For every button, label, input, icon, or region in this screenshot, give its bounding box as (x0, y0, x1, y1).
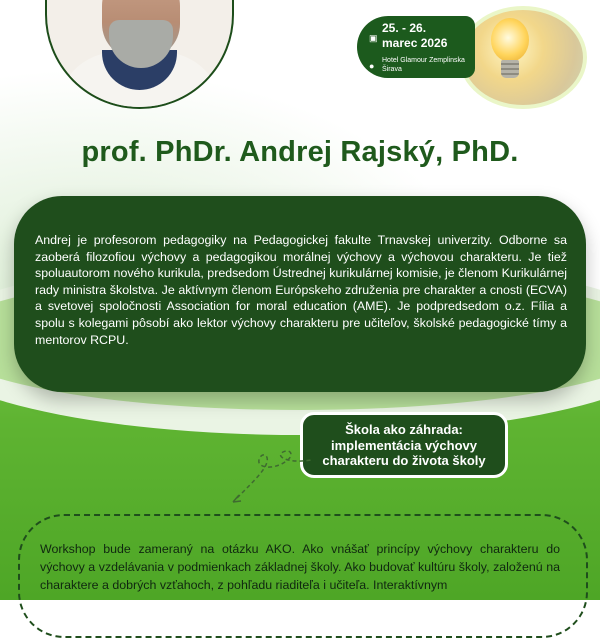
speaker-portrait (45, 0, 234, 109)
speaker-name: prof. PhDr. Andrej Rajský, PhD. (81, 136, 519, 168)
event-venue: Hotel Glamour Zemplinska Širava (382, 57, 465, 73)
lightbulb-base (501, 60, 519, 78)
decorative-dashed-loop (225, 440, 315, 505)
workshop-title: Škola ako záhrada: implementácia výchovy charakteru do života školy (322, 422, 486, 469)
lightbulb-glass (491, 18, 529, 62)
workshop-title-box (300, 412, 508, 478)
lightbulb-image (459, 6, 587, 109)
event-info-badge (357, 16, 475, 78)
event-date-line1: 25. - 26. (382, 21, 427, 35)
speaker-bio-box (14, 196, 586, 392)
workshop-description: Workshop bude zameraný na otázku AKO. Ako vnášať princípy výchovy charakteru do výchovy a vzdelávania v podmienkach základnej školy. Ako budovať kultúru školy, založenú na charaktere a dobrých vzťahoch, z pohľadu riaditeľa i učiteľa. Interaktívnym (40, 542, 560, 592)
calendar-icon: ▣ (369, 33, 378, 43)
location-pin-icon: ● (369, 61, 375, 71)
speaker-bio: Andrej je profesorom pedagogiky na Pedagogickej fakulte Trnavskej univerzity. Odborne sa zaoberá filozofiou výchovy a pedagogikou morálnej výchovy a výchovou charakteru. Je tiež spoluautorom nového kurikula, predsedom Ústrednej kurikulárnej komisie, je členom Kurikulárnej rady ministra školstva. Je aktívnym členom Európskeho združenia pre charakter a cnosti (ECVA) a svetovej spoločnosti Association for moral education (AME). Je podpredsedom o.z. Fília a spolu s kolegami pôsobí ako lektor výchovy charakteru pre učiteľov, školské pedagogické tímy a mentorov RCPU. (35, 233, 567, 347)
event-date-line2: marec 2026 (382, 36, 448, 50)
